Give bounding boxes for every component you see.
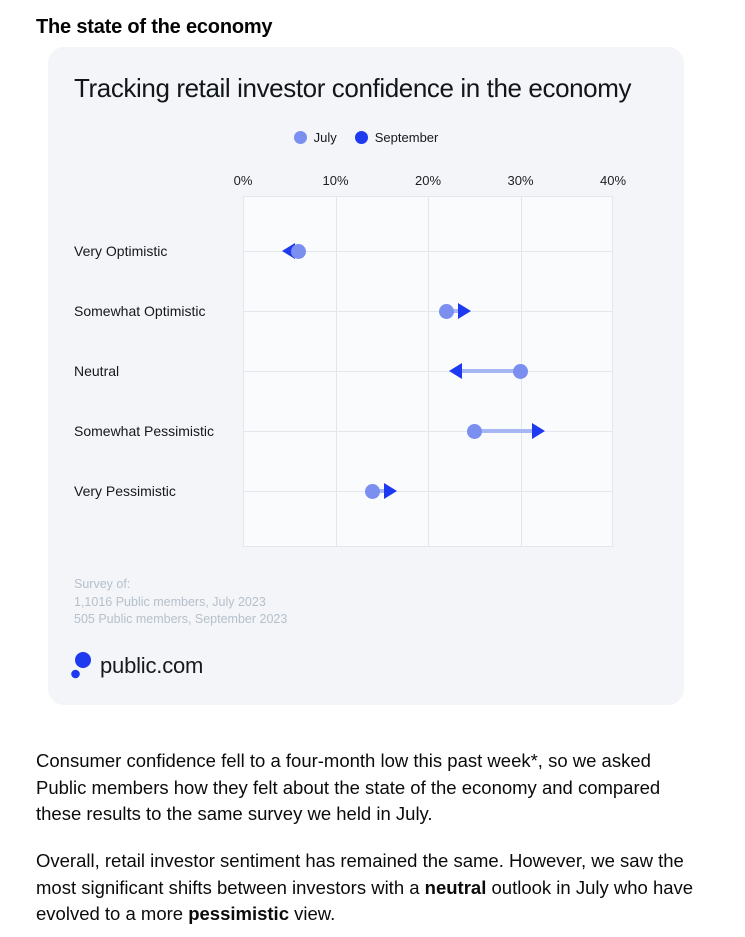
publiccom-logo [70, 651, 203, 680]
plot-area [243, 196, 613, 547]
july-marker [513, 364, 528, 379]
chart-card [48, 47, 684, 705]
survey-note-line-3: 505 Public members, September 2023 [74, 612, 288, 626]
category-label: Somewhat Pessimistic [74, 423, 215, 439]
july-marker [439, 304, 454, 319]
connector-line [456, 369, 521, 373]
gridline-horizontal [243, 371, 613, 372]
september-marker [384, 483, 397, 499]
july-marker [467, 424, 482, 439]
paragraph-2-bold-pessimistic: pessimistic [188, 903, 289, 924]
survey-note-line-2: 1,1016 Public members, July 2023 [74, 594, 266, 609]
chart-legend [48, 129, 684, 145]
legend-item-september [355, 130, 439, 145]
legend-dot-july [294, 131, 307, 144]
x-tick-label: 0% [233, 173, 253, 188]
legend-item-july [294, 130, 337, 145]
chart-title: Tracking retail investor confidence in the economy [74, 73, 632, 103]
gridline-horizontal [243, 311, 613, 312]
july-marker [365, 484, 380, 499]
survey-note [74, 576, 287, 629]
paragraph-2-text-1: Overall, retail investor sentiment has remained the same. However, we saw the most significant shifts between investors with a [36, 850, 684, 898]
category-label: Very Pessimistic [74, 483, 176, 499]
paragraph-2-text-2: outlook in July who have evolved to a more [36, 876, 694, 924]
category-label: Somewhat Optimistic [74, 303, 206, 319]
gridline-horizontal [243, 196, 613, 197]
publiccom-logo-icon [70, 651, 92, 680]
connector-line [474, 429, 539, 433]
september-marker [449, 363, 462, 379]
legend-dot-september [355, 131, 368, 144]
page-title: The state of the economy [36, 16, 273, 38]
legend-label: July [313, 129, 337, 145]
category-label: Very Optimistic [74, 243, 168, 259]
x-axis [233, 173, 627, 189]
x-tick-label: 40% [599, 173, 627, 188]
paragraph-2 [36, 848, 694, 928]
x-tick-label: 20% [414, 173, 442, 188]
category-label: Neutral [74, 363, 120, 379]
paragraph-2-bold-neutral: neutral [424, 876, 487, 898]
july-marker [291, 244, 306, 259]
x-tick-label: 10% [322, 173, 349, 188]
publiccom-logo-text: public.com [100, 652, 204, 678]
legend-label: September [374, 129, 439, 145]
x-tick-label: 30% [507, 173, 534, 188]
september-marker [458, 303, 471, 319]
gridline-horizontal [243, 431, 613, 432]
gridline-horizontal [243, 546, 613, 547]
paragraph-2-text-3: view. [288, 903, 336, 924]
gridline-horizontal [243, 491, 613, 492]
paragraph-1: Consumer confidence fell to a four-month low this past week*, so we asked Public members how they felt about the state of the economy and compared these results to the same survey we held in July. [36, 750, 661, 824]
survey-note-line-1: Survey of: [74, 577, 131, 591]
september-marker [532, 423, 545, 439]
